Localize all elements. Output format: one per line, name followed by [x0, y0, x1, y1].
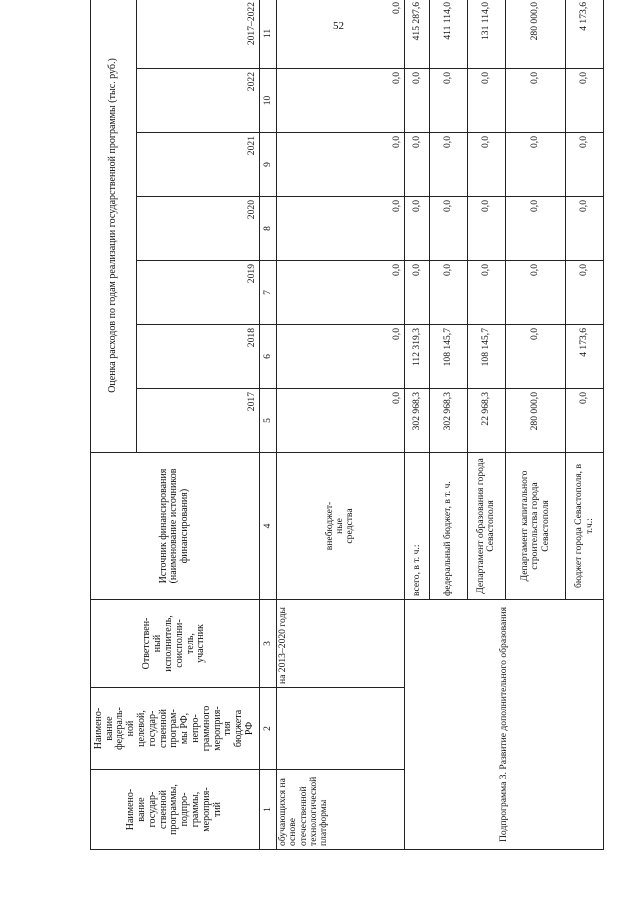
block1-period: на 2013–2020 годы [276, 600, 404, 688]
value-cell: 0,0 [276, 389, 404, 453]
value-cell: 0,0 [276, 0, 404, 69]
value-cell: 0,0 [566, 133, 604, 197]
index-cell: 7 [259, 261, 276, 325]
value-cell: 0,0 [566, 69, 604, 133]
value-cell: 0,0 [505, 261, 565, 325]
value-cell: 0,0 [430, 197, 468, 261]
value-cell: 0,0 [468, 69, 506, 133]
source-total: всего, в т. ч.: [404, 453, 430, 600]
value-cell: 0,0 [276, 133, 404, 197]
source-federal-budget: федеральный бюджет, в т. ч. [430, 453, 468, 600]
value-cell: 0,0 [505, 325, 565, 389]
value-cell: 302 968,3 [404, 389, 430, 453]
header-responsible: Ответствен- ный исполнитель, соисполни- тель, участник [91, 600, 260, 688]
header-funding-source: Источник финансирования (наименование источников финансирования) [91, 453, 260, 600]
year-total: 2017–2022 [136, 0, 259, 69]
value-cell: 0,0 [505, 197, 565, 261]
value-cell: 4 173,6 [566, 0, 604, 69]
year-2020: 2020 [136, 197, 259, 261]
value-cell: 0,0 [276, 261, 404, 325]
index-cell: 8 [259, 197, 276, 261]
rotated-table-container [90, 1, 604, 850]
year-2019: 2019 [136, 261, 259, 325]
value-cell: 131 114,0 [468, 0, 506, 69]
header-federal-program: Наимено- вание федераль- ной целевой, государ- ственной програм- мы РФ, непро- граммного мероприя- тия бюджета РФ [91, 688, 260, 770]
value-cell: 22 968,3 [468, 389, 506, 453]
value-cell: 280 000,0 [505, 0, 565, 69]
row-extrabudgetary [276, 0, 404, 850]
index-cell: 1 [259, 770, 276, 850]
value-cell: 0,0 [276, 325, 404, 389]
header-estimate-title: Оценка расходов по годам реализации государственной программы (тыс. руб.) [91, 0, 137, 453]
source-education-department: Департамент образования города Севастополя [468, 453, 506, 600]
value-cell: 302 968,3 [430, 389, 468, 453]
budget-table [90, 0, 604, 850]
value-cell: 112 319,3 [404, 325, 430, 389]
value-cell: 0,0 [404, 69, 430, 133]
year-2018: 2018 [136, 325, 259, 389]
value-cell: 0,0 [404, 197, 430, 261]
value-cell: 0,0 [566, 389, 604, 453]
value-cell: 0,0 [505, 69, 565, 133]
index-cell: 3 [259, 600, 276, 688]
value-cell: 0,0 [404, 261, 430, 325]
year-2021: 2021 [136, 133, 259, 197]
value-cell: 0,0 [430, 69, 468, 133]
block1-program-name: обучающихся на основе отечественной технологической платформы [276, 770, 404, 850]
year-2022: 2022 [136, 69, 259, 133]
header-program-name: Наимено- вание государ- ственной программы, подпро- граммы, мероприя- тий [91, 770, 260, 850]
value-cell: 0,0 [468, 197, 506, 261]
value-cell: 0,0 [430, 261, 468, 325]
value-cell: 0,0 [404, 133, 430, 197]
index-cell: 5 [259, 389, 276, 453]
index-cell: 6 [259, 325, 276, 389]
index-row [259, 0, 276, 850]
block1-source: внебюджет- ные средства [276, 453, 404, 600]
value-cell: 0,0 [566, 261, 604, 325]
source-capital-construction: Департамент капитального строительства города Севастополя [505, 453, 565, 600]
subprogram-3-title: Подпрограмма 3. Развитие дополнительного образования [404, 600, 603, 850]
index-cell: 11 [259, 0, 276, 69]
row-total [404, 0, 430, 850]
index-cell: 9 [259, 133, 276, 197]
value-cell: 0,0 [430, 133, 468, 197]
value-cell: 0,0 [468, 133, 506, 197]
index-cell: 4 [259, 453, 276, 600]
value-cell: 0,0 [468, 261, 506, 325]
block1-empty-cell [276, 688, 404, 770]
value-cell: 108 145,7 [468, 325, 506, 389]
header-row-1 [91, 0, 137, 850]
year-2017: 2017 [136, 389, 259, 453]
value-cell: 280 000,0 [505, 389, 565, 453]
value-cell: 0,0 [505, 133, 565, 197]
source-city-budget: бюджет города Севастополя, в т.ч.: [566, 453, 604, 600]
index-cell: 2 [259, 688, 276, 770]
page-number: 52 [333, 20, 344, 32]
value-cell: 0,0 [276, 197, 404, 261]
value-cell: 4 173,6 [566, 325, 604, 389]
value-cell: 108 145,7 [430, 325, 468, 389]
value-cell: 415 287,6 [404, 0, 430, 69]
index-cell: 10 [259, 69, 276, 133]
value-cell: 0,0 [276, 69, 404, 133]
value-cell: 0,0 [566, 197, 604, 261]
value-cell: 411 114,0 [430, 0, 468, 69]
